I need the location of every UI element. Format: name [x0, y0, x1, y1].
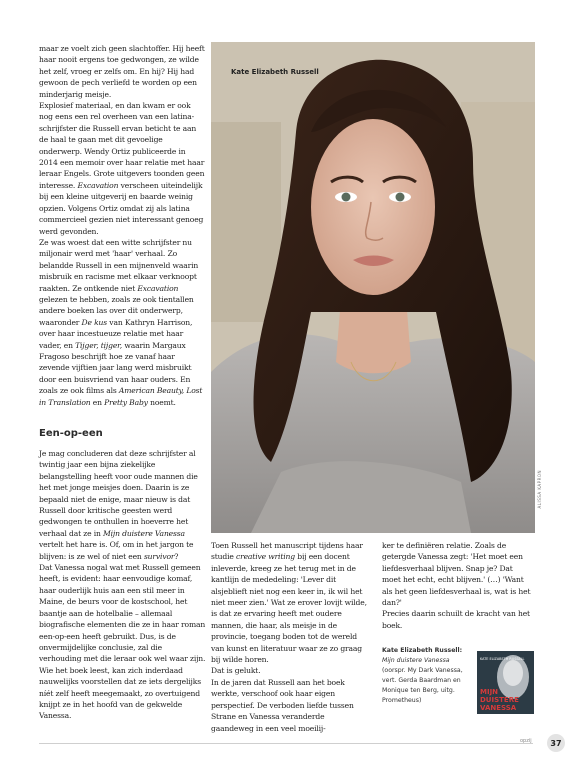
paragraph: Je mag concluderen dat deze schrijfster al twintig jaar een bijna ziekelijke belangstelling heeft voor oude mannen die het met jonge meisjes doen. Daarin is ze bepaald niet de enige, maar nieuw is dat Russell door kritische geesten werd gedwongen te onthullen in hoeverre het verhaal dat ze in Mijn duistere Vanessa vertelt het hare is. Of, om in het jargon te blijven: is ze wel of niet een survivor? [39, 449, 198, 561]
paragraph: Explosief materiaal, en dan kwam er ook nog eens een rel overheen van een latina-schrijfster die Russell ervan beticht te aan de haal te gaan met dit gevoelige onderwerp. Wendy Ortiz publiceerde in 2014 een memoir over haar relatie met haar leraar Engels. Grote uitgevers toonden geen interesse. Excavation verscheen uiteindelijk bij een kleine uitgeverij en baarde weinig opzien. Volgens Ortiz omdat zij als latina commercieel gezien niet interessant genoeg werd gevonden. [39, 101, 205, 236]
article-column-left-lower [39, 448, 206, 722]
portrait-illustration [211, 42, 535, 533]
book-cover-illustration [477, 651, 534, 714]
section-heading: Een-op-een [39, 428, 103, 439]
paragraph: Toen Russell het manuscript tijdens haar studie creative writing bij een docent inleverde, kreeg ze het terug met in de kantlijn de mededeling: 'Lever dit alsjeblieft niet nog een keer in, ik wil het niet meer zien.' Wat ze erover lovijt wilde, is dat ze ervaring heeft met oudere mannen, die haar, als meisje in de provincie, toegang boden tot de wereld van kunst en literatuur waar ze zo graag bij wilde horen. [211, 541, 367, 665]
article-column-middle [211, 540, 369, 734]
book-info [382, 646, 474, 706]
paragraph: Precies daarin schuilt de kracht van het boek. [382, 609, 530, 630]
book-details: (oorspr. My Dark Vanessa, vert. Gerda Baardman en Monique ten Berg, uitg. Prometheus) [382, 667, 463, 704]
photo-caption: Kate Elizabeth Russell [231, 68, 319, 76]
book-title: Mijn duistere Vanessa [382, 657, 450, 664]
paragraph: In de jaren dat Russell aan het boek werkte, verschoof ook haar eigen perspectief. De verboden liefde tussen Strane en Vanessa veranderde gaandeweg in een veel moeilij- [211, 677, 354, 733]
footer-divider [39, 743, 533, 744]
article-column-left [39, 43, 206, 408]
paragraph: Dat Vanessa nogal wat met Russell gemeen heeft, is evident: haar eenvoudige komaf, haar ouderlijk huis aan een stil meer in Maine, de beurs voor de kostschool, het baantje aan de hotelbalie – allemaal biografische elementen die ze in haar roman een-op-een heeft gebruikt. Dus, is de onvermijdelijke conclusie, zal die verhouding met die leraar ook wel waar zijn. [39, 563, 206, 664]
paragraph: Dat is gelukt. [211, 666, 261, 676]
author-photo [211, 42, 535, 533]
photo-credit: ALISSA KAPRON [537, 470, 542, 509]
paragraph: Wie het boek leest, kan zich inderdaad nauwelijks voorstellen dat ze iets dergelijks níét zelf heeft meegemaakt, zo overtuigend knijpt ze in het hoofd van de gekwelde Vanessa. [39, 665, 201, 721]
book-author: Kate Elizabeth Russell: [382, 647, 463, 654]
cover-author: KATE ELIZABETH RUSSELL [480, 657, 525, 661]
article-column-right [382, 540, 532, 631]
cover-title-line: DUISTERE [480, 696, 519, 704]
page-number: 37 [547, 734, 565, 752]
paragraph: maar ze voelt zich geen slachtoffer. Hij heeft haar nooit ergens toe gedwongen, ze wilde het zelf, vroeg er zelfs om. En hij? Hij had gewoon de pech verliefd te worden op een minderjarig meisje. [39, 44, 205, 99]
paragraph: Ze was woest dat een witte schrijfster nu miljonair werd met 'haar' verhaal. Zo belandde Russell in een mijnenveld waarin misbruik en racisme met elkaar verknoopt raakten. Ze ontkende niet Excavation gelezen te hebben, zoals ze ook tientallen andere boeken las over dit onderwerp, waaronder De kus van Kathryn Harrison, over haar incestueuze relatie met haar vader, en Tijger, tijger, waarin Margaux Fragoso beschrijft hoe ze vanaf haar zevende vijftien jaar lang werd misbruikt door een buisvriend van haar ouders. En zoals ze ook films als American Beauty, Lost in Translation en Pretty Baby noemt. [39, 237, 203, 407]
cover-title-line: MIJN [480, 688, 499, 696]
footer-magazine-name: opzij [520, 738, 532, 744]
book-cover-image [477, 651, 534, 714]
cover-title-line: VANESSA [480, 704, 517, 712]
paragraph: ker te definiëren relatie. Zoals de getergde Vanessa zegt: 'Het moet een liefdesverhaal blijven. Snap je? Dat moet het echt, echt blijven.' (…) 'Want als het geen liefdesverhaal is, wat is het dan?' [382, 541, 531, 608]
